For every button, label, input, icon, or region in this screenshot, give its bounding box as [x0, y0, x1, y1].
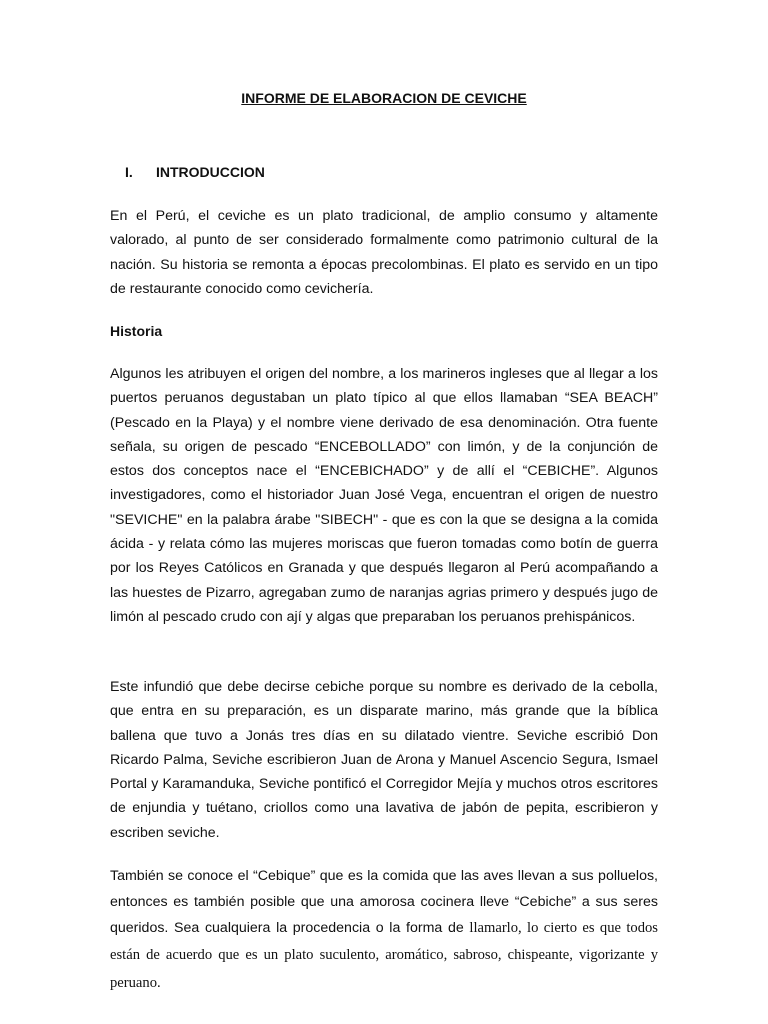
document-title: INFORME DE ELABORACION DE CEVICHE — [241, 90, 527, 106]
section-title: INTRODUCCION — [156, 164, 265, 180]
intro-paragraph: En el Perú, el ceviche es un plato tradicional, de amplio consumo y altamente valorado, al punto de ser considerado formalmente como patrimonio cultural de la nación. Su historia se remonta a épocas precolombinas. El plato es servido en un tipo de restaurante conocido como cevichería. — [110, 208, 658, 297]
section-heading — [125, 164, 265, 180]
history-paragraph-serif-part: llamarlo, lo cierto es que todos están de acuerdo que es un plato suculento, aromático, sabroso, chispeante, vigorizante y peruano. — [110, 920, 658, 991]
history-paragraph: Algunos les atribuyen el origen del nombre, a los marineros ingleses que al llegar a los puertos peruanos degustaban un plato típico al que ellos llamaban “SEA BEACH” (Pescado en la Playa) y el nombre viene derivado de esa denominación. Otra fuente señala, su origen de pescado “ENCEBOLLADO” con limón, y de la conjunción de estos dos conceptos nace el “ENCEBICHADO” y de allí el “CEBICHE”. Algunos investigadores, como el historiador Juan José Vega, encuentran el origen de nuestro "SEVICHE" en la palabra árabe "SIBECH" - que es con la que se designa a la comida ácida - y relata cómo las mujeres moriscas que fueron tomadas como botín de guerra por los Reyes Católicos en Granada y que después llegaron al Perú acompañando a las huestes de Pizarro, agregaban zumo de naranjas agrias primero y después jugo de limón al pescado crudo con ají y algas que preparaban los peruanos prehispánicos. — [110, 366, 658, 625]
history-paragraph — [110, 863, 658, 997]
history-paragraph: Este infundió que debe decirse cebiche porque su nombre es derivado de la cebolla, que entra en su preparación, es un disparate marino, más grande que la bíblica ballena que tuvo a Jonás tres días en su dilatado vientre. Seviche escribió Don Ricardo Palma, Seviche escribieron Juan de Arona y Manuel Ascencio Segura, Ismael Portal y Karamanduka, Seviche pontificó el Corregidor Mejía y muchos otros escritores de enjundia y tuétano, criollos como una lavativa de jabón de pepita, escribieron y escriben seviche. — [110, 679, 658, 841]
history-paragraph-sans-part: También se conoce el “Cebique” que es la comida que las aves llevan a sus polluelos, entonces es también posible que una amorosa cocinera lleve “Cebiche” a sus seres queridos. Sea cualquiera la procedencia o la forma de — [110, 868, 658, 936]
history-heading: Historia — [110, 323, 163, 339]
section-number: I. — [125, 164, 133, 180]
